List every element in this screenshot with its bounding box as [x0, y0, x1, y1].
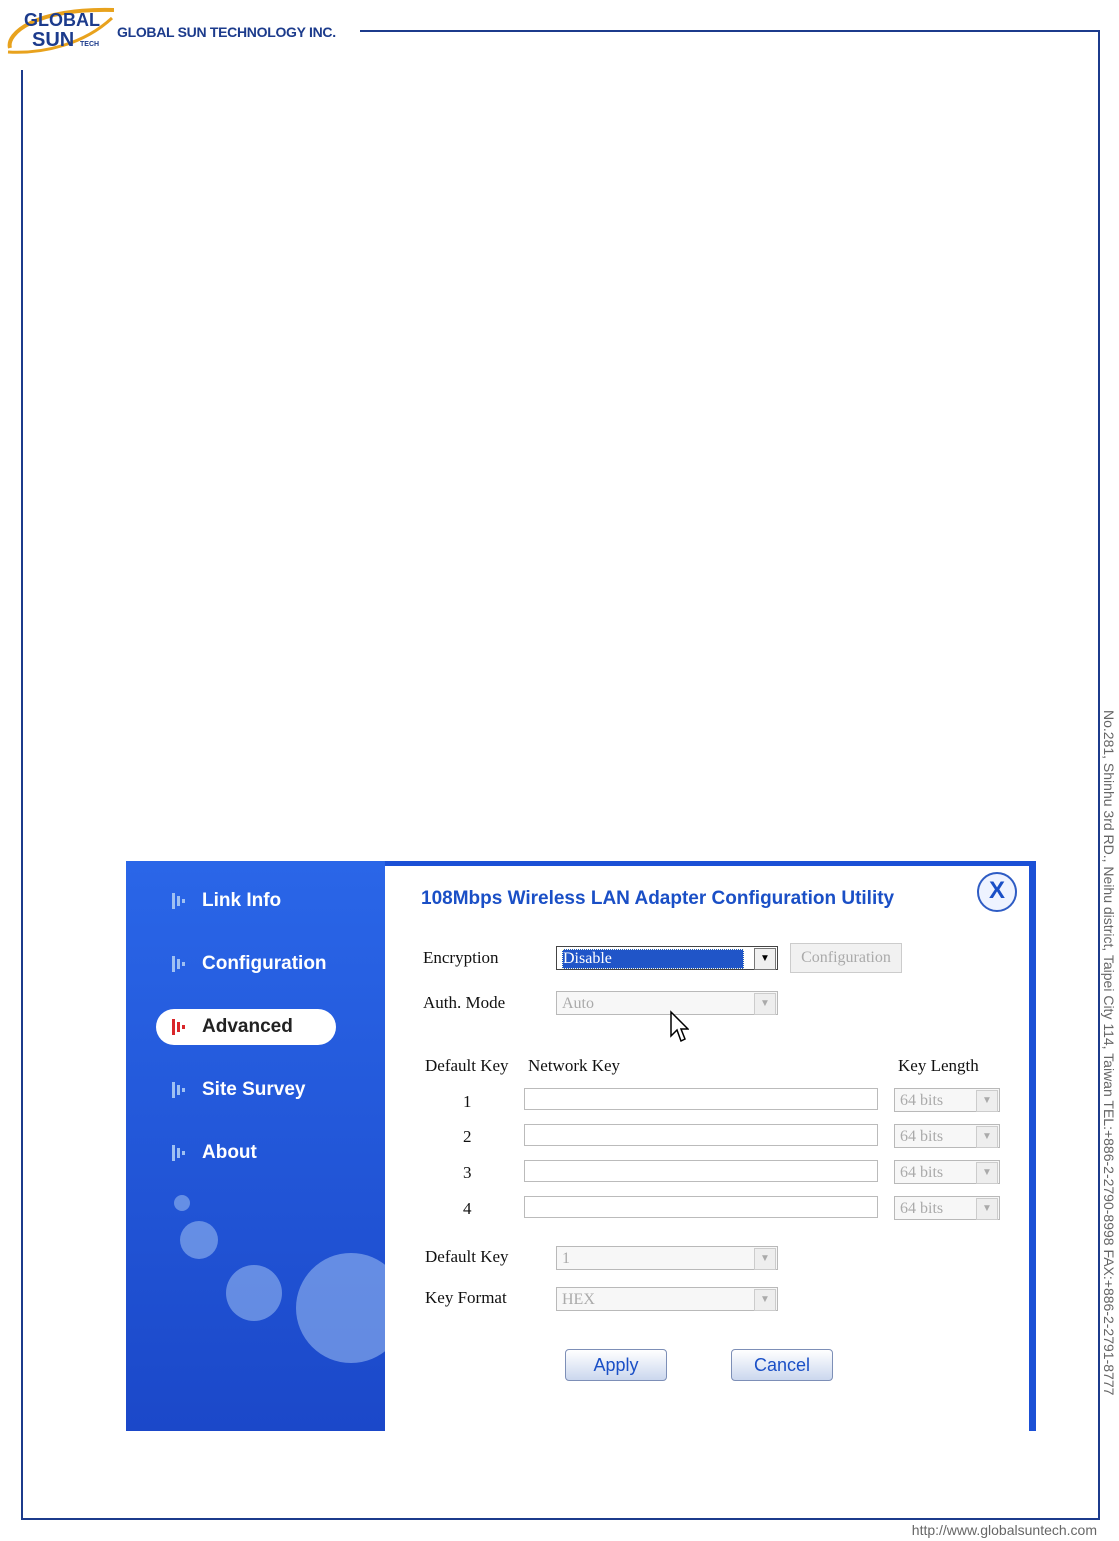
default-key-label: Default Key — [425, 1247, 509, 1266]
chevron-down-icon: ▼ — [976, 1198, 998, 1220]
nav-label: About — [202, 1142, 257, 1163]
nav-label: Configuration — [202, 953, 327, 974]
encryption-select[interactable] — [556, 946, 778, 970]
nav-item-link-info[interactable] — [156, 883, 336, 919]
apply-button[interactable]: Apply — [565, 1349, 667, 1381]
footer-url[interactable]: http://www.globalsuntech.com — [911, 1522, 1097, 1538]
svg-text:SUN: SUN — [32, 29, 75, 51]
nav-item-advanced[interactable] — [156, 1009, 336, 1045]
key-format-value: HEX — [562, 1291, 595, 1308]
key-length-4-select[interactable] — [894, 1196, 1000, 1220]
chevron-down-icon: ▼ — [754, 1248, 776, 1270]
auth-mode-select[interactable] — [556, 991, 778, 1015]
key-length-2-select[interactable] — [894, 1124, 1000, 1148]
chevron-down-icon: ▼ — [976, 1162, 998, 1184]
decor-bubble — [296, 1253, 385, 1363]
dialog-title: 108Mbps Wireless LAN Adapter Configuration Utility — [421, 888, 895, 909]
footer-address: No.281, Shinhu 3rd RD., Neihu district, Taipei City 114, Taiwan TEL:+886-2-2790-8998 FAX:+886-2-2791-8777 — [1101, 710, 1117, 1396]
key-length-3-select[interactable] — [894, 1160, 1000, 1184]
close-button[interactable]: X — [977, 872, 1017, 912]
chevron-down-icon: ▼ — [976, 1126, 998, 1148]
encryption-config-button[interactable]: Configuration — [790, 943, 902, 973]
auth-mode-label: Auth. Mode — [423, 993, 506, 1012]
default-key-value: 1 — [562, 1250, 570, 1267]
config-utility-dialog — [126, 861, 1036, 1431]
decor-bubble — [226, 1265, 282, 1321]
network-key-4-input[interactable] — [524, 1196, 878, 1218]
nav-label: Site Survey — [202, 1079, 306, 1100]
default-key-column-header: Default Key — [425, 1056, 509, 1075]
encryption-label: Encryption — [423, 948, 499, 967]
network-key-3-input[interactable] — [524, 1160, 878, 1182]
advanced-panel — [385, 866, 1029, 1431]
nav-item-about[interactable] — [156, 1135, 336, 1171]
chevron-down-icon: ▼ — [754, 948, 776, 970]
cancel-button[interactable]: Cancel — [731, 1349, 833, 1381]
frame-line-bottom — [21, 1518, 1100, 1520]
key-format-select[interactable] — [556, 1287, 778, 1311]
key-index: 3 — [463, 1163, 472, 1182]
bars-icon — [170, 890, 192, 912]
nav-item-configuration[interactable] — [156, 946, 336, 982]
decor-bubble — [180, 1221, 218, 1259]
key-index: 1 — [463, 1092, 472, 1111]
company-name: GLOBAL SUN TECHNOLOGY INC. — [117, 24, 336, 40]
encryption-value: Disable — [562, 949, 744, 969]
network-key-column-header: Network Key — [528, 1056, 621, 1075]
bars-icon — [170, 1079, 192, 1101]
auth-mode-value: Auto — [562, 995, 594, 1012]
decor-bubble — [174, 1195, 190, 1211]
key-format-label: Key Format — [425, 1288, 507, 1307]
key-index: 4 — [463, 1199, 472, 1218]
frame-line-left — [21, 70, 23, 1520]
frame-line-right — [1098, 30, 1100, 1520]
bars-icon — [170, 953, 192, 975]
svg-text:GLOBAL: GLOBAL — [24, 10, 100, 30]
key-length-value: 64 bits — [900, 1200, 944, 1217]
network-key-1-input[interactable] — [524, 1088, 878, 1110]
sidebar — [126, 861, 385, 1431]
key-length-1-select[interactable] — [894, 1088, 1000, 1112]
default-key-select[interactable] — [556, 1246, 778, 1270]
bars-icon — [170, 1142, 192, 1164]
key-length-value: 64 bits — [900, 1128, 944, 1145]
chevron-down-icon: ▼ — [754, 993, 776, 1015]
bars-icon — [170, 1016, 192, 1038]
key-length-value: 64 bits — [900, 1164, 944, 1181]
key-index: 2 — [463, 1127, 472, 1146]
chevron-down-icon: ▼ — [976, 1090, 998, 1112]
global-sun-logo — [4, 4, 114, 58]
svg-text:TECH: TECH — [80, 41, 100, 48]
frame-line-top — [360, 30, 1100, 32]
chevron-down-icon: ▼ — [754, 1289, 776, 1311]
nav-label: Link Info — [202, 890, 282, 911]
nav-item-site-survey[interactable] — [156, 1072, 336, 1108]
key-length-column-header: Key Length — [898, 1056, 979, 1075]
mouse-cursor-icon — [669, 1010, 689, 1044]
nav-label: Advanced — [202, 1016, 293, 1037]
network-key-2-input[interactable] — [524, 1124, 878, 1146]
key-length-value: 64 bits — [900, 1092, 944, 1109]
